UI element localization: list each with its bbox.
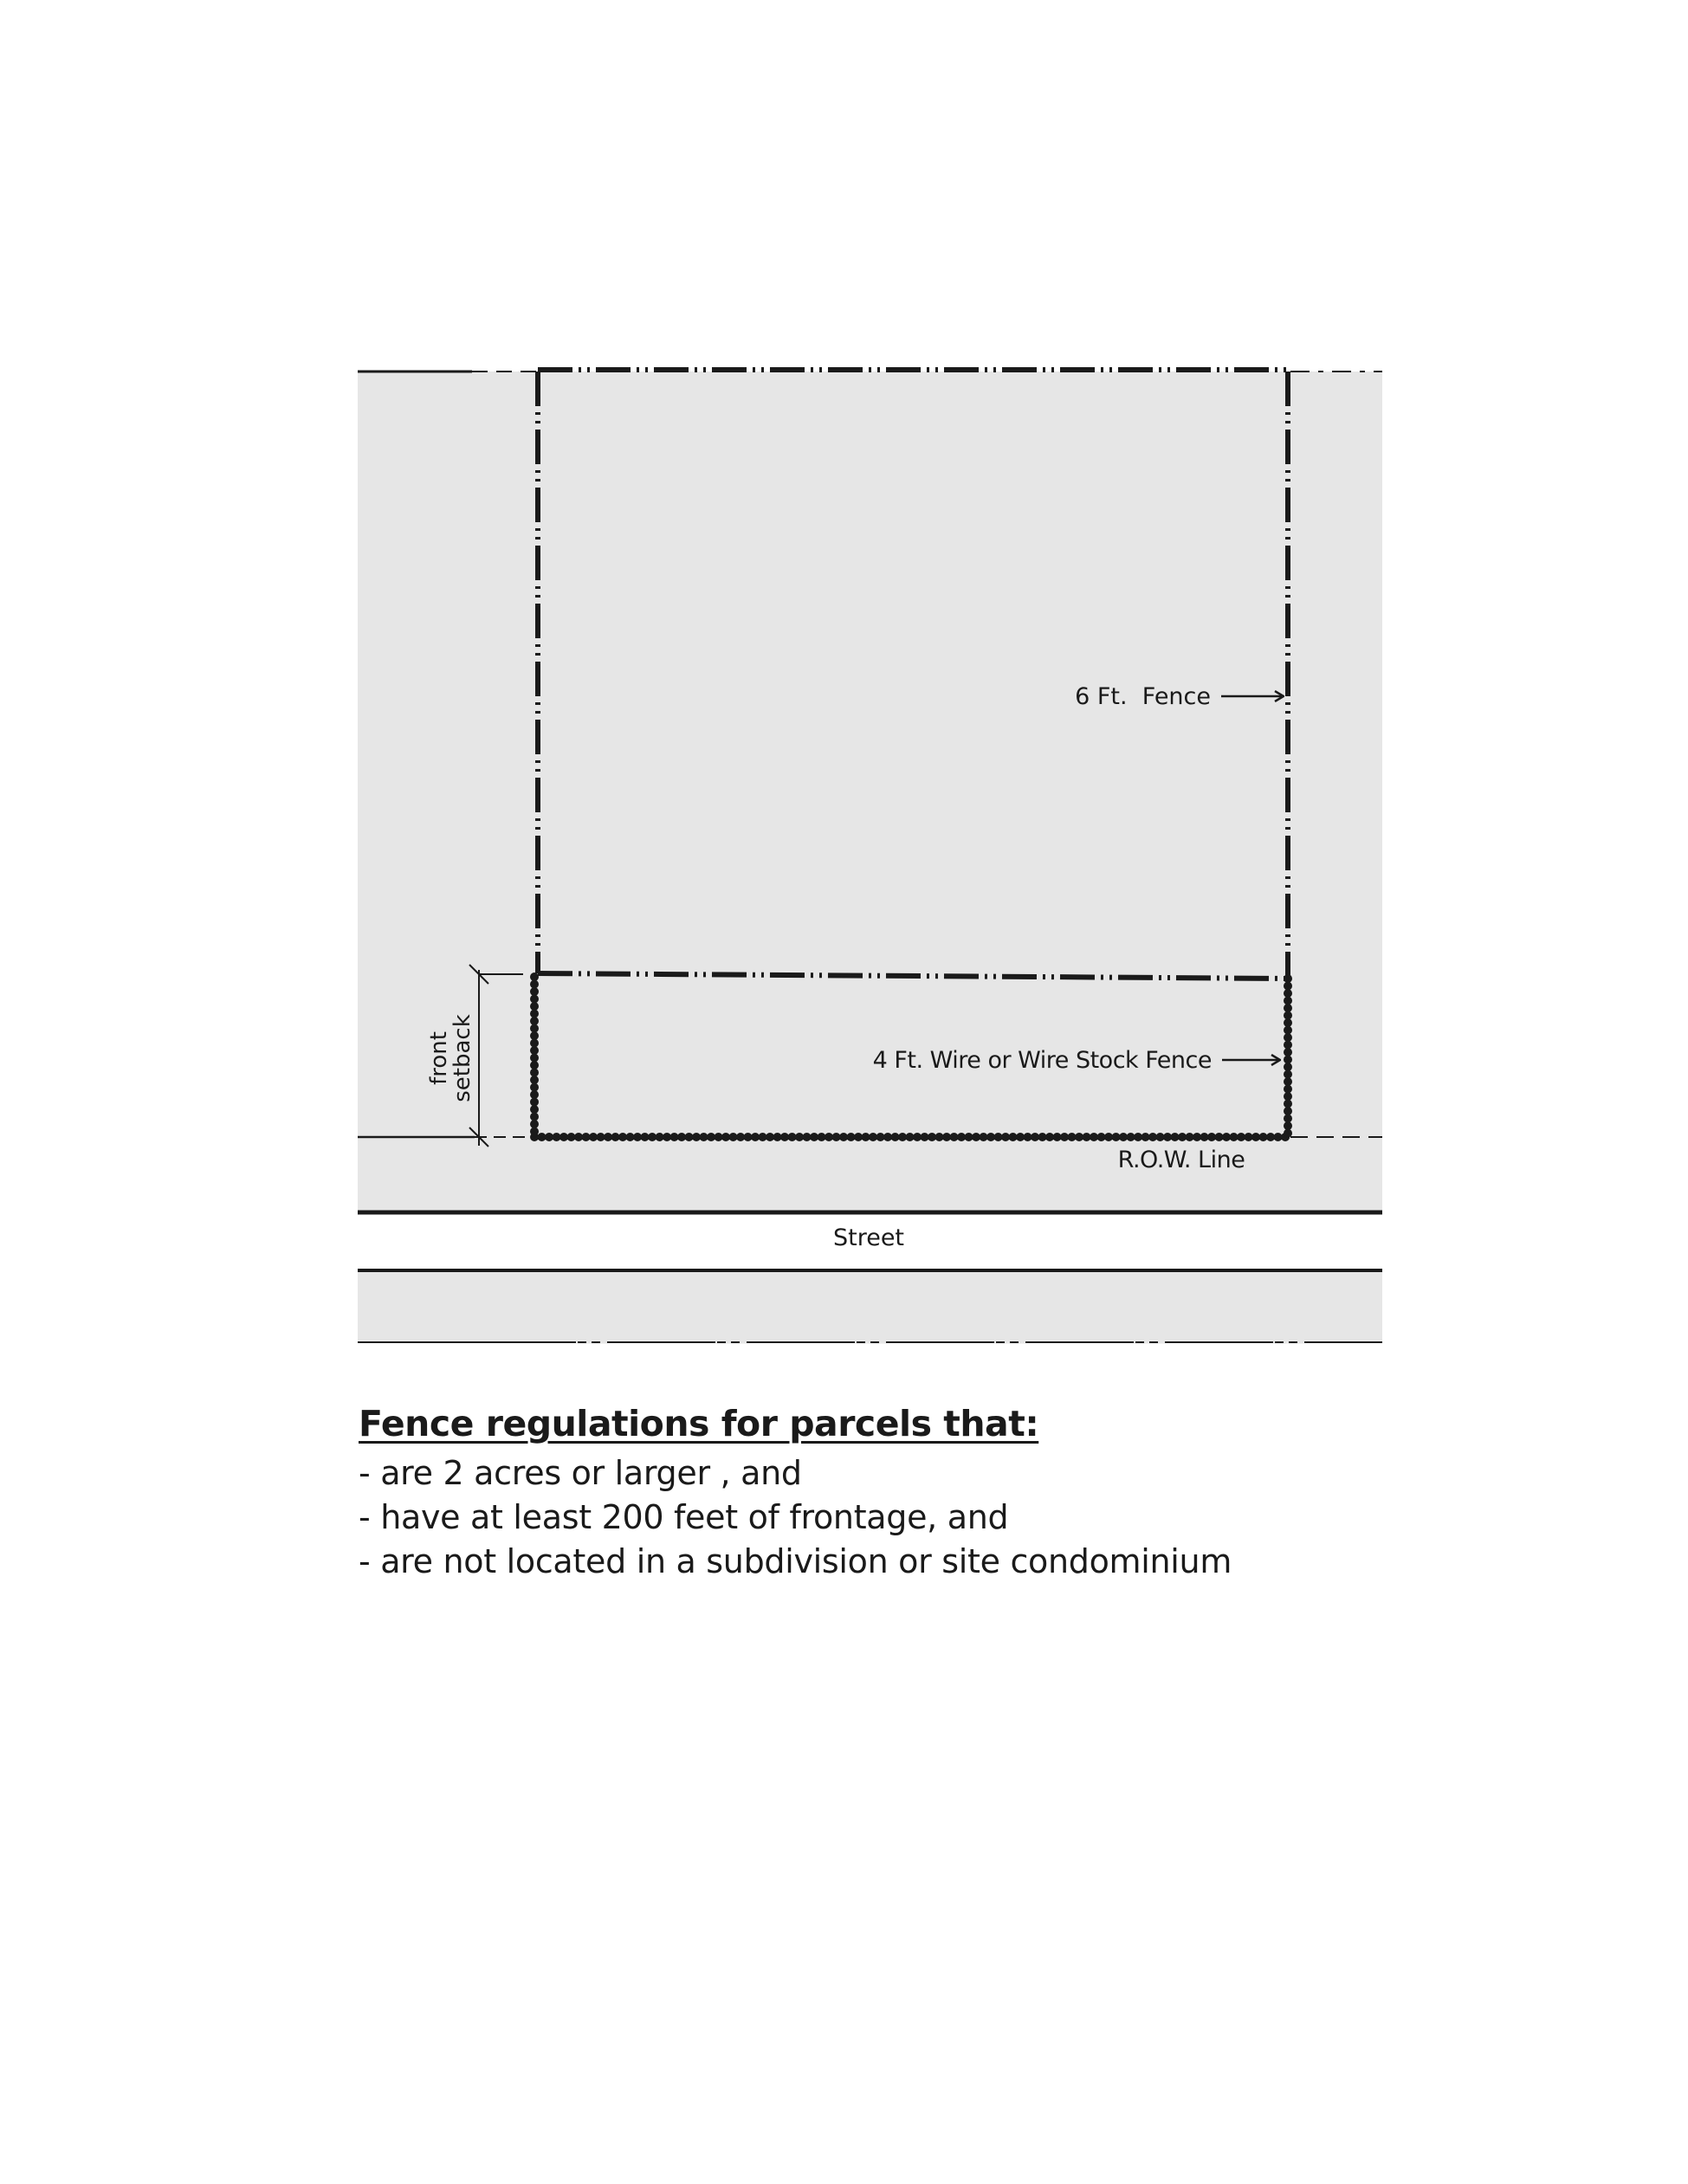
criteria-item: - are 2 acres or larger , and: [359, 1454, 802, 1492]
fence-regulations-caption: [359, 1401, 1484, 1584]
front-setback-label-front: front: [426, 1031, 452, 1085]
caption-title: Fence regulations for parcels that:: [359, 1403, 1039, 1444]
criteria-list: [359, 1451, 1484, 1584]
criteria-item: - have at least 200 feet of frontage, and: [359, 1498, 1009, 1536]
four-ft-fence-label: 4 Ft. Wire or Wire Stock Fence: [872, 1047, 1212, 1074]
opposite-parcel-area: [358, 1270, 1382, 1342]
row-line-label: R.O.W. Line: [1117, 1147, 1245, 1173]
parcel-area: [358, 372, 1382, 1212]
street-label: Street: [832, 1224, 905, 1251]
front-setback-label-setback: setback: [449, 1014, 475, 1102]
criteria-item: - are not located in a subdivision or site condominium: [359, 1542, 1232, 1580]
six-ft-fence-label: 6 Ft. Fence: [1075, 683, 1211, 710]
